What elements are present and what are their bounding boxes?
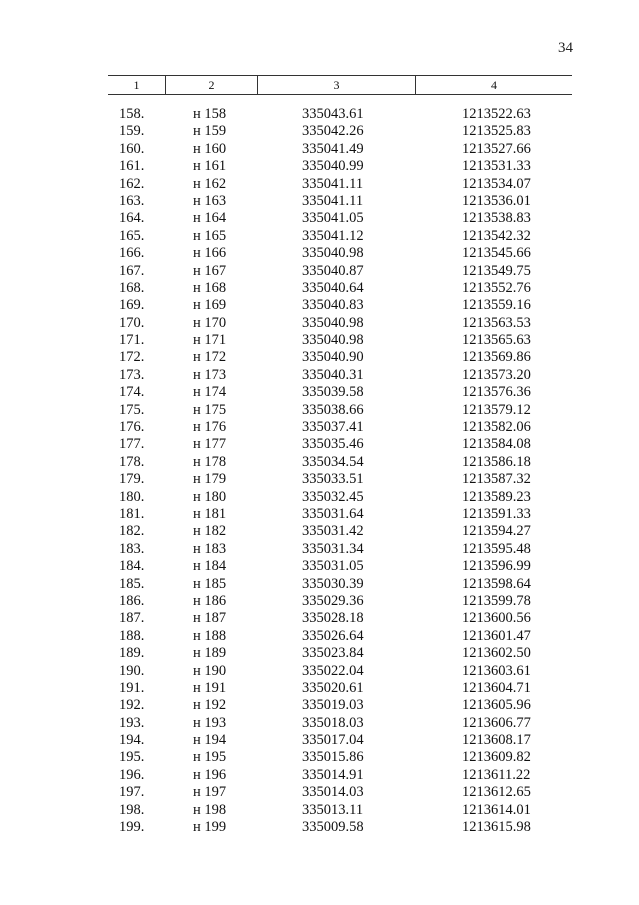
coordinate-y: 1213603.61 [462,662,531,679]
coordinate-x: 335040.90 [302,349,364,366]
table-row [0,454,639,471]
table-row [0,784,639,801]
coordinate-x: 335031.42 [302,523,364,540]
coordinate-y: 1213527.66 [462,140,531,157]
coordinate-y: 1213576.36 [462,384,531,401]
point-name: н 182 [193,523,227,540]
coordinate-y: 1213536.01 [462,192,531,209]
row-number: 176. [119,419,145,436]
coordinate-y: 1213606.77 [462,714,531,731]
row-number: 182. [119,523,145,540]
point-name: н 193 [193,714,227,731]
table-row [0,106,639,123]
coordinate-x: 335018.03 [302,714,364,731]
coordinate-x: 335040.98 [302,314,364,331]
coordinate-x: 335041.49 [302,140,364,157]
table-row [0,558,639,575]
point-name: н 198 [193,801,227,818]
table-row [0,402,639,419]
coordinate-x: 335009.58 [302,819,364,836]
row-number: 171. [119,332,145,349]
coordinate-y: 1213542.32 [462,227,531,244]
point-name: н 178 [193,453,227,470]
table-row [0,593,639,610]
point-name: н 158 [193,106,227,122]
point-name: н 187 [193,610,227,627]
coordinate-y: 1213589.23 [462,488,531,505]
table-row [0,715,639,732]
coordinate-y: 1213587.32 [462,471,531,488]
table-row [0,349,639,366]
coordinate-x: 335041.11 [302,192,364,209]
row-number: 199. [119,819,145,836]
row-number: 180. [119,488,145,505]
row-number: 172. [119,349,145,366]
coordinate-y: 1213591.33 [462,505,531,522]
point-name: н 197 [193,784,227,801]
row-number: 184. [119,558,145,575]
table-row [0,384,639,401]
coordinate-y: 1213549.75 [462,262,531,279]
coordinate-x: 335043.61 [302,106,364,122]
table-row [0,193,639,210]
coordinate-x: 335040.99 [302,158,364,175]
coordinate-y: 1213611.22 [462,766,531,783]
coordinate-x: 335041.11 [302,175,364,192]
row-number: 167. [119,262,145,279]
point-name: н 180 [193,488,227,505]
row-number: 190. [119,662,145,679]
coordinate-x: 335034.54 [302,453,364,470]
coordinate-y: 1213525.83 [462,123,531,140]
coordinate-y: 1213614.01 [462,801,531,818]
point-name: н 188 [193,627,227,644]
coordinate-x: 335038.66 [302,401,364,418]
table-row [0,297,639,314]
coordinate-y: 1213594.27 [462,523,531,540]
coordinate-x: 335013.11 [302,801,364,818]
coordinate-y: 1213552.76 [462,279,531,296]
row-number: 162. [119,175,145,192]
table-row [0,210,639,227]
row-number: 158. [119,106,145,122]
row-number: 183. [119,540,145,557]
coordinate-x: 335020.61 [302,679,364,696]
point-name: н 194 [193,732,227,749]
coordinate-y: 1213573.20 [462,366,531,383]
coordinate-y: 1213531.33 [462,158,531,175]
coordinate-y: 1213538.83 [462,210,531,227]
page-number: 34 [558,40,573,56]
table-row [0,541,639,558]
coordinate-x: 335031.64 [302,505,364,522]
table-row [0,419,639,436]
table-row [0,628,639,645]
table-row [0,749,639,766]
coordinate-y: 1213534.07 [462,175,531,192]
coordinate-x: 335014.03 [302,784,364,801]
coordinate-x: 335041.05 [302,210,364,227]
coordinate-x: 335029.36 [302,592,364,609]
table-row [0,158,639,175]
table-row [0,802,639,819]
coordinate-y: 1213601.47 [462,627,531,644]
row-number: 189. [119,645,145,662]
coordinate-x: 335040.98 [302,245,364,262]
table-row [0,280,639,297]
table-row [0,680,639,697]
row-number: 191. [119,679,145,696]
coordinate-y: 1213599.78 [462,592,531,609]
coordinate-y: 1213522.63 [462,106,531,122]
point-name: н 164 [193,210,227,227]
table-row [0,123,639,140]
coordinate-y: 1213559.16 [462,297,531,314]
coordinate-x: 335040.87 [302,262,364,279]
point-name: н 177 [193,436,227,453]
row-number: 188. [119,627,145,644]
point-name: н 170 [193,314,227,331]
coordinate-x: 335031.05 [302,558,364,575]
coordinate-y: 1213579.12 [462,401,531,418]
coordinate-x: 335031.34 [302,540,364,557]
coordinate-y: 1213609.82 [462,749,531,766]
point-name: н 183 [193,540,227,557]
coordinate-x: 335015.86 [302,749,364,766]
coordinate-y: 1213565.63 [462,332,531,349]
table-row [0,228,639,245]
coordinate-x: 335042.26 [302,123,364,140]
row-number: 166. [119,245,145,262]
row-number: 187. [119,610,145,627]
point-name: н 169 [193,297,227,314]
row-number: 175. [119,401,145,418]
row-number: 181. [119,505,145,522]
row-number: 195. [119,749,145,766]
point-name: н 191 [193,679,227,696]
row-number: 170. [119,314,145,331]
coordinate-x: 335040.64 [302,279,364,296]
coordinate-y: 1213582.06 [462,419,531,436]
point-name: н 195 [193,749,227,766]
table-row [0,489,639,506]
point-name: н 185 [193,575,227,592]
point-name: н 159 [193,123,227,140]
table-row [0,245,639,262]
coordinate-x: 335040.83 [302,297,364,314]
point-name: н 160 [193,140,227,157]
row-number: 196. [119,766,145,783]
coordinate-x: 335039.58 [302,384,364,401]
point-name: н 176 [193,419,227,436]
table-row [0,141,639,158]
point-name: н 163 [193,192,227,209]
coordinate-x: 335026.64 [302,627,364,644]
row-number: 198. [119,801,145,818]
coordinate-x: 335032.45 [302,488,364,505]
row-number: 165. [119,227,145,244]
coordinate-y: 1213586.18 [462,453,531,470]
coordinate-y: 1213563.53 [462,314,531,331]
row-number: 179. [119,471,145,488]
row-number: 160. [119,140,145,157]
table-body [0,106,639,836]
point-name: н 196 [193,766,227,783]
point-name: н 192 [193,697,227,714]
row-number: 193. [119,714,145,731]
coordinate-x: 335028.18 [302,610,364,627]
row-number: 163. [119,192,145,209]
coordinate-y: 1213615.98 [462,819,531,836]
point-name: н 174 [193,384,227,401]
row-number: 178. [119,453,145,470]
table-row [0,767,639,784]
point-name: н 168 [193,279,227,296]
row-number: 192. [119,697,145,714]
row-number: 194. [119,732,145,749]
point-name: н 186 [193,592,227,609]
table-row [0,176,639,193]
row-number: 173. [119,366,145,383]
coordinate-x: 335017.04 [302,732,364,749]
table-row [0,506,639,523]
header-col-3: 3 [257,76,415,94]
coordinate-y: 1213604.71 [462,679,531,696]
point-name: н 172 [193,349,227,366]
point-name: н 173 [193,366,227,383]
coordinate-y: 1213612.65 [462,784,531,801]
table-row [0,819,639,836]
point-name: н 167 [193,262,227,279]
coordinate-x: 335014.91 [302,766,364,783]
coordinate-x: 335041.12 [302,227,364,244]
table-row [0,436,639,453]
coordinate-x: 335023.84 [302,645,364,662]
point-name: н 175 [193,401,227,418]
point-name: н 165 [193,227,227,244]
row-number: 164. [119,210,145,227]
coordinate-y: 1213600.56 [462,610,531,627]
header-col-1: 1 [133,78,140,92]
coordinate-y: 1213602.50 [462,645,531,662]
table-row [0,610,639,627]
row-number: 168. [119,279,145,296]
point-name: н 161 [193,158,227,175]
table-row [0,576,639,593]
coordinate-y: 1213595.48 [462,540,531,557]
point-name: н 184 [193,558,227,575]
table-row [0,645,639,662]
row-number: 177. [119,436,145,453]
coordinate-y: 1213584.08 [462,436,531,453]
table-row [0,367,639,384]
point-name: н 199 [193,819,227,836]
row-number: 197. [119,784,145,801]
point-name: н 166 [193,245,227,262]
row-number: 169. [119,297,145,314]
coordinate-x: 335035.46 [302,436,364,453]
row-number: 174. [119,384,145,401]
row-number: 185. [119,575,145,592]
coordinate-y: 1213569.86 [462,349,531,366]
table-header [108,75,572,95]
coordinate-y: 1213545.66 [462,245,531,262]
table-row [0,315,639,332]
row-number: 161. [119,158,145,175]
table-row [0,732,639,749]
coordinate-x: 335022.04 [302,662,364,679]
coordinate-x: 335037.41 [302,419,364,436]
table-row [0,697,639,714]
table-row [0,523,639,540]
row-number: 186. [119,592,145,609]
point-name: н 190 [193,662,227,679]
point-name: н 189 [193,645,227,662]
point-name: н 181 [193,505,227,522]
header-col-4: 4 [415,76,572,94]
table-row [0,471,639,488]
point-name: н 162 [193,175,227,192]
coordinate-y: 1213596.99 [462,558,531,575]
point-name: н 171 [193,332,227,349]
coordinate-y: 1213605.96 [462,697,531,714]
table-row [0,663,639,680]
coordinate-x: 335019.03 [302,697,364,714]
coordinate-x: 335030.39 [302,575,364,592]
point-name: н 179 [193,471,227,488]
header-col-2: 2 [165,76,257,94]
coordinate-y: 1213598.64 [462,575,531,592]
coordinate-x: 335040.31 [302,366,364,383]
coordinate-x: 335033.51 [302,471,364,488]
row-number: 159. [119,123,145,140]
coordinate-x: 335040.98 [302,332,364,349]
table-row [0,263,639,280]
coordinate-y: 1213608.17 [462,732,531,749]
table-row [0,332,639,349]
